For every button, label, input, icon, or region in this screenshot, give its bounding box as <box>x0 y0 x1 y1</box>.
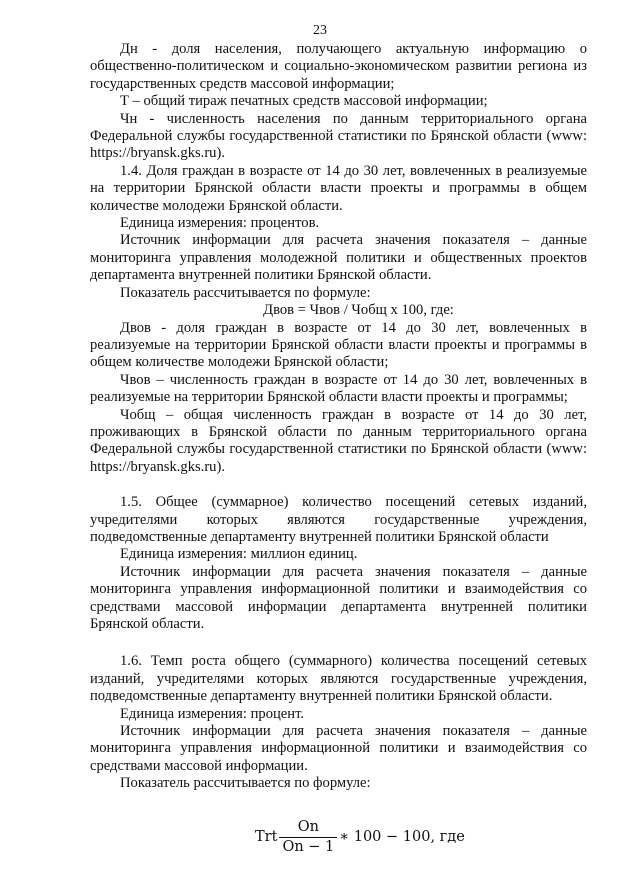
info-source: Источник информации для расчета значения показателя – данные мониторинга управления молодежной политики и общественных проектов департамента внутренней политики Брянской области. <box>90 232 587 284</box>
unit-of-measure: Единица измерения: процентов. <box>120 215 320 232</box>
paragraph-chvov-definition: Чвов – численность граждан в возрасте от 14 до 30 лет, вовлеченных в реализуемые на территории Брянской области власти проекты и программы; <box>90 371 587 406</box>
document-body <box>90 41 587 856</box>
unit-of-measure: Единица измерения: процент. <box>120 705 305 722</box>
section-1-4-heading: 1.4. Доля граждан в возрасте от 14 до 30 лет, вовлеченных в реализуемые на территории Брянской области власти проекты и программы в общем количестве молодежи Брянской области. <box>90 162 587 214</box>
info-source: Источник информации для расчета значения показателя – данные мониторинга управления информационной политики и взаимодействия со средствами массовой информации департамента внутренней политики Брянской области. <box>90 563 587 632</box>
formula-intro: Показатель рассчитывается по формуле: <box>120 284 371 301</box>
formula-rest: ∗ 100 − 100, где <box>339 828 465 845</box>
unit-of-measure: Единица измерения: миллион единиц. <box>120 546 358 563</box>
section-1-5-heading: 1.5. Общее (суммарное) количество посещений сетевых изданий, учредителями которых являются государственные учреждения, подведомственные департаменту внутренней политики Брянской области <box>90 494 587 545</box>
formula-intro: Показатель рассчитывается по формуле: <box>120 775 371 792</box>
formula-trt <box>255 819 587 857</box>
paragraph-t-definition: Т – общий тираж печатных средств массовой информации; <box>120 93 488 110</box>
info-source: Источник информации для расчета значения показателя – данные мониторинга управления информационной политики и взаимодействия со средствами массовой информации. <box>90 723 587 774</box>
formula-dvov: Двов = Чвов / Чобщ х 100, где: <box>263 302 454 319</box>
paragraph-chobsch-definition: Чобщ – общая численность граждан в возрасте от 14 до 30 лет, проживающих в Брянской области по данным территориального органа Федеральной службы государственной статистики по Брянской области (www: https://bryansk.gks.ru). <box>90 406 587 475</box>
formula-lhs: Trt <box>255 828 278 845</box>
paragraph-dn-definition: Дн - доля населения, получающего актуальную информацию о общественно-политическом и социально-экономическом развитии региона из государственных средств массовой информации; <box>90 41 587 92</box>
formula-denominator: On − 1 <box>279 837 337 856</box>
paragraph-chn-definition: Чн - численность населения по данным территориального органа Федеральной службы государственной статистики по Брянской области (www: https://bryansk.gks.ru). <box>90 110 587 162</box>
paragraph-dvov-definition: Двов - доля граждан в возрасте от 14 до 30 лет, вовлеченных в реализуемые на территории Брянской области власти проекты и программы в общем количестве молодежи Брянской области; <box>90 319 587 371</box>
page-number: 23 <box>313 23 327 38</box>
section-1-6-heading: 1.6. Темп роста общего (суммарного) количества посещений сетевых изданий, учредителями которых являются государственные учреждения, подведомственные департаменту внутренней политики Брянской области. <box>90 653 587 705</box>
formula-numerator: On <box>297 818 319 835</box>
formula-fraction <box>279 819 337 857</box>
